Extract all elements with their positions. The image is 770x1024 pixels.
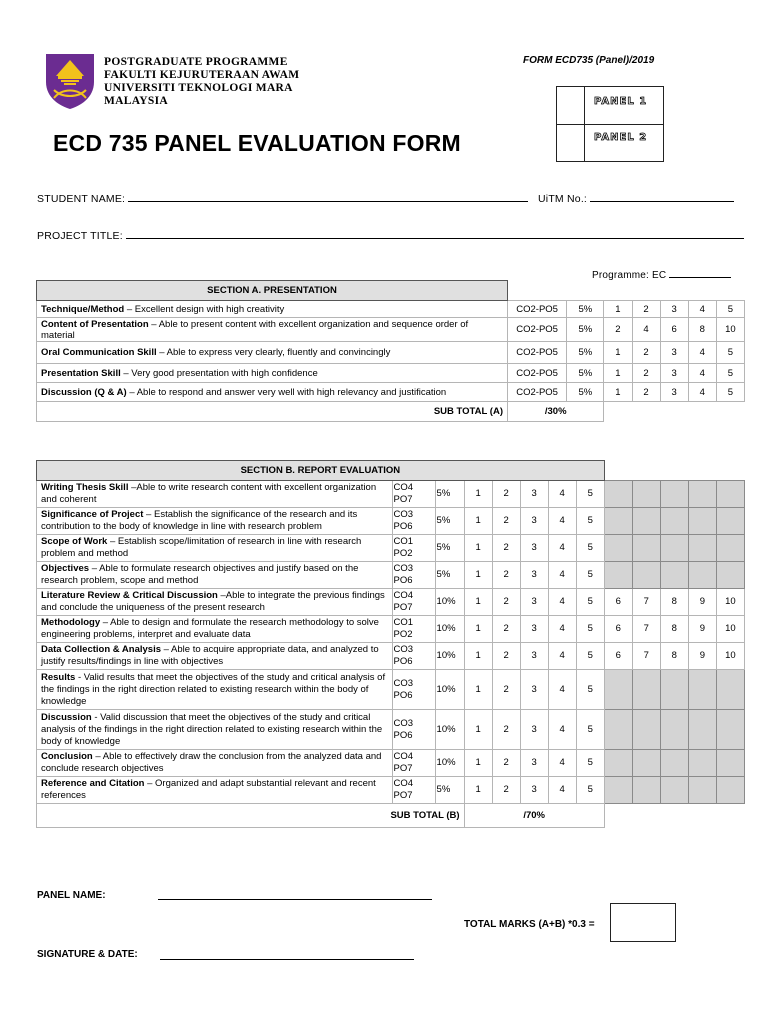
- score-option[interactable]: 2: [492, 616, 520, 643]
- criterion-desc: – Able to acquire appropriate data, and analyzed to justify results/findings in line with objectives: [41, 644, 379, 667]
- po-cell: CO2-PO5: [507, 342, 566, 364]
- panel-boxes: [556, 86, 664, 162]
- score-option[interactable]: 2: [492, 562, 520, 589]
- shaded-cell: [632, 777, 660, 804]
- score-option[interactable]: 3: [660, 364, 688, 383]
- shaded-cell: [716, 535, 744, 562]
- criterion-desc: – Excellent design with high creativity: [124, 303, 285, 315]
- criterion-title: Results: [41, 671, 76, 683]
- score-option[interactable]: 7: [632, 589, 660, 616]
- score-option[interactable]: 10: [716, 318, 744, 342]
- score-option[interactable]: 5: [576, 670, 604, 710]
- criterion-desc: – Able to design and formulate the research methodology to solve engineering problems, interpret and evaluate data: [41, 617, 379, 640]
- section-b-heading: SECTION B. REPORT EVALUATION: [37, 461, 605, 481]
- score-option[interactable]: 5: [576, 535, 604, 562]
- score-option[interactable]: 6: [660, 318, 688, 342]
- shaded-cell: [604, 481, 632, 508]
- po-cell: CO1 PO2: [392, 535, 435, 562]
- shaded-cell: [716, 481, 744, 508]
- score-option[interactable]: 2: [492, 643, 520, 670]
- shaded-cell: [660, 710, 688, 750]
- signature-field[interactable]: [37, 949, 138, 960]
- score-option[interactable]: 2: [632, 301, 660, 318]
- shaded-cell: [660, 481, 688, 508]
- criterion-title: Discussion (Q & A): [41, 386, 127, 398]
- score-option[interactable]: 9: [688, 589, 716, 616]
- shaded-cell: [716, 710, 744, 750]
- criterion-title: Presentation Skill: [41, 367, 121, 379]
- criterion-title: Content of Presentation: [41, 318, 149, 330]
- score-option[interactable]: 2: [492, 535, 520, 562]
- score-option[interactable]: 4: [688, 383, 716, 402]
- score-option[interactable]: 8: [688, 318, 716, 342]
- score-option[interactable]: 4: [548, 508, 576, 535]
- shaded-cell: [604, 750, 632, 777]
- signature-line[interactable]: [160, 959, 414, 960]
- score-option[interactable]: 1: [464, 710, 492, 750]
- header-line: POSTGRADUATE PROGRAMME: [104, 56, 288, 68]
- criterion-title: Technique/Method: [41, 303, 125, 315]
- page-title: ECD 735 PANEL EVALUATION FORM: [53, 130, 461, 156]
- section-b-row: [37, 535, 745, 562]
- score-option[interactable]: 2: [492, 710, 520, 750]
- shaded-cell: [688, 710, 716, 750]
- weight-cell: 5%: [435, 508, 464, 535]
- score-option[interactable]: 5: [576, 589, 604, 616]
- subtotal-b-label: SUB TOTAL (B): [37, 804, 465, 828]
- shaded-cell: [604, 535, 632, 562]
- weight-cell: 10%: [435, 750, 464, 777]
- weight-cell: 5%: [435, 562, 464, 589]
- weight-cell: 5%: [567, 301, 604, 318]
- score-option[interactable]: 6: [604, 616, 632, 643]
- shaded-cell: [604, 777, 632, 804]
- po-cell: CO3 PO6: [392, 670, 435, 710]
- section-b-row: [37, 562, 745, 589]
- criterion-cell: [37, 643, 393, 670]
- criterion-cell: [37, 777, 393, 804]
- score-option[interactable]: 3: [520, 710, 548, 750]
- total-marks-box[interactable]: [610, 903, 676, 942]
- score-option[interactable]: 6: [604, 589, 632, 616]
- section-b-row: [37, 616, 745, 643]
- section-b-row: [37, 643, 745, 670]
- score-option[interactable]: 5: [576, 481, 604, 508]
- weight-cell: 5%: [567, 318, 604, 342]
- score-option[interactable]: 4: [548, 535, 576, 562]
- po-cell: CO4 PO7: [392, 589, 435, 616]
- score-option[interactable]: 5: [576, 616, 604, 643]
- score-option[interactable]: 5: [716, 342, 744, 364]
- weight-cell: 5%: [567, 364, 604, 383]
- score-option[interactable]: 1: [464, 481, 492, 508]
- blank-cell: [604, 402, 745, 422]
- uitm-logo: [44, 52, 96, 110]
- header-line: UNIVERSITI TEKNOLOGI MARA: [104, 82, 293, 94]
- section-a-row: [37, 383, 745, 402]
- score-option[interactable]: 4: [548, 643, 576, 670]
- shaded-cell: [716, 562, 744, 589]
- score-option[interactable]: 3: [520, 535, 548, 562]
- score-option[interactable]: 4: [548, 777, 576, 804]
- score-option[interactable]: 1: [464, 643, 492, 670]
- criterion-cell: [37, 318, 508, 342]
- weight-cell: 10%: [435, 589, 464, 616]
- po-cell: CO3 PO6: [392, 508, 435, 535]
- shaded-cell: [688, 481, 716, 508]
- po-cell: CO4 PO7: [392, 777, 435, 804]
- criterion-title: Literature Review & Critical Discussion: [41, 590, 218, 601]
- criterion-cell: [37, 535, 393, 562]
- score-option[interactable]: 4: [688, 342, 716, 364]
- score-option[interactable]: 3: [520, 508, 548, 535]
- score-option[interactable]: 3: [520, 481, 548, 508]
- shaded-cell: [688, 508, 716, 535]
- score-option[interactable]: 5: [576, 508, 604, 535]
- po-cell: CO2-PO5: [507, 301, 566, 318]
- shaded-cell: [604, 562, 632, 589]
- criterion-title: Writing Thesis Skill: [41, 482, 129, 493]
- score-option[interactable]: 10: [716, 643, 744, 670]
- score-option[interactable]: 5: [576, 777, 604, 804]
- score-option[interactable]: 5: [576, 643, 604, 670]
- score-option[interactable]: 3: [660, 342, 688, 364]
- po-cell: CO2-PO5: [507, 318, 566, 342]
- subtotal-a-label: SUB TOTAL (A): [37, 402, 508, 422]
- section-b-table: [36, 460, 745, 828]
- shaded-cell: [716, 750, 744, 777]
- score-option[interactable]: 3: [520, 777, 548, 804]
- score-option[interactable]: 2: [492, 589, 520, 616]
- criterion-desc: - Valid results that meet the objectives of the study and critical analysis of the findings in the right direction related to existing research within the body of knowledge: [41, 671, 386, 707]
- shaded-cell: [632, 508, 660, 535]
- weight-cell: 5%: [435, 777, 464, 804]
- score-option[interactable]: 1: [464, 777, 492, 804]
- shaded-cell: [632, 750, 660, 777]
- criterion-desc: –Able to integrate the previous findings and conclude the uniqueness of the present research: [41, 590, 385, 613]
- score-option[interactable]: 1: [464, 750, 492, 777]
- criterion-desc: - Valid discussion that meet the objectives of the study and critical analysis of the findings in the right direction related to existing research within the body of knowledge: [41, 711, 383, 747]
- criterion-title: Oral Communication Skill: [41, 347, 157, 358]
- form-code: FORM ECD735 (Panel)/2019: [523, 55, 655, 66]
- section-a-row: [37, 342, 745, 364]
- criterion-title: Significance of Project: [41, 509, 144, 520]
- score-option[interactable]: 1: [464, 670, 492, 710]
- shaded-cell: [632, 562, 660, 589]
- score-option[interactable]: 3: [520, 589, 548, 616]
- weight-cell: 10%: [435, 616, 464, 643]
- criterion-title: Reference and Citation: [41, 778, 145, 789]
- criterion-cell: [37, 589, 393, 616]
- score-option[interactable]: 8: [660, 643, 688, 670]
- shaded-cell: [660, 750, 688, 777]
- shaded-cell: [632, 670, 660, 710]
- criterion-cell: [37, 710, 393, 750]
- score-option[interactable]: 7: [632, 616, 660, 643]
- po-cell: CO3 PO6: [392, 710, 435, 750]
- po-cell: CO4 PO7: [392, 481, 435, 508]
- criterion-cell: [37, 750, 393, 777]
- weight-cell: 5%: [567, 342, 604, 364]
- score-option[interactable]: 1: [464, 562, 492, 589]
- shaded-cell: [660, 562, 688, 589]
- shaded-cell: [660, 535, 688, 562]
- score-option[interactable]: 8: [660, 616, 688, 643]
- score-option[interactable]: 3: [520, 643, 548, 670]
- student-name-label: STUDENT NAME:: [37, 193, 126, 205]
- section-b-row: [37, 710, 745, 750]
- shaded-cell: [688, 750, 716, 777]
- score-option[interactable]: 3: [520, 750, 548, 777]
- criterion-title: Discussion: [41, 711, 92, 723]
- po-cell: CO3 PO6: [392, 643, 435, 670]
- criterion-title: Methodology: [41, 617, 101, 628]
- score-option[interactable]: 4: [632, 318, 660, 342]
- project-title-field[interactable]: [37, 228, 744, 242]
- score-option[interactable]: 3: [520, 562, 548, 589]
- programme-label: Programme: EC: [592, 270, 667, 281]
- score-option[interactable]: 2: [632, 383, 660, 402]
- score-option[interactable]: 1: [464, 589, 492, 616]
- shaded-cell: [688, 535, 716, 562]
- score-option[interactable]: 4: [688, 301, 716, 318]
- criterion-desc: – Establish the significance of the research and its contribution to the body of knowledge in line with research problem: [41, 509, 358, 532]
- score-option[interactable]: 5: [576, 750, 604, 777]
- shaded-cell: [604, 508, 632, 535]
- score-option[interactable]: 10: [716, 616, 744, 643]
- score-option[interactable]: 1: [604, 342, 632, 364]
- weight-cell: 10%: [435, 643, 464, 670]
- section-b-row: [37, 508, 745, 535]
- criterion-cell: [37, 562, 393, 589]
- section-a-heading: SECTION A. PRESENTATION: [37, 281, 508, 301]
- score-option[interactable]: 4: [548, 750, 576, 777]
- criterion-cell: [37, 301, 508, 318]
- po-cell: CO3 PO6: [392, 562, 435, 589]
- shaded-cell: [716, 670, 744, 710]
- section-a-row: [37, 301, 745, 318]
- score-option[interactable]: 9: [688, 643, 716, 670]
- criterion-title: Scope of Work: [41, 536, 108, 547]
- section-b-row: [37, 750, 745, 777]
- section-b-row: [37, 670, 745, 710]
- score-option[interactable]: 1: [604, 364, 632, 383]
- section-a-table: [36, 280, 745, 422]
- shaded-cell: [716, 508, 744, 535]
- criterion-desc: – Establish scope/limitation of research in line with research problem and method: [41, 536, 362, 559]
- section-b-row: [37, 777, 745, 804]
- score-option[interactable]: 1: [604, 301, 632, 318]
- criterion-cell: [37, 616, 393, 643]
- score-option[interactable]: 1: [464, 535, 492, 562]
- score-option[interactable]: 7: [632, 643, 660, 670]
- score-option[interactable]: 2: [492, 670, 520, 710]
- weight-cell: 5%: [435, 535, 464, 562]
- criterion-desc: – Able to respond and answer very well with high relevancy and justification: [126, 386, 447, 398]
- shaded-cell: [632, 535, 660, 562]
- header-line: FAKULTI KEJURUTERAAN AWAM: [104, 69, 300, 81]
- score-option[interactable]: 5: [576, 710, 604, 750]
- score-option[interactable]: 4: [548, 616, 576, 643]
- score-option[interactable]: 5: [576, 562, 604, 589]
- section-b-subtotal-row: [37, 804, 745, 828]
- criterion-cell: [37, 364, 508, 383]
- shaded-cell: [688, 562, 716, 589]
- score-option[interactable]: 4: [548, 481, 576, 508]
- score-option[interactable]: 1: [604, 383, 632, 402]
- criterion-desc: – Able to formulate research objectives and justify based on the research problem, scope and method: [41, 563, 359, 586]
- score-option[interactable]: 5: [716, 301, 744, 318]
- signature-label: SIGNATURE & DATE:: [37, 949, 138, 960]
- criterion-cell: [37, 342, 508, 364]
- panel-name-line[interactable]: [158, 899, 432, 900]
- criterion-title: Conclusion: [41, 751, 93, 762]
- po-cell: CO1 PO2: [392, 616, 435, 643]
- shaded-cell: [632, 710, 660, 750]
- po-cell: CO4 PO7: [392, 750, 435, 777]
- po-cell: CO2-PO5: [507, 364, 566, 383]
- subtotal-b-value[interactable]: /70%: [464, 804, 604, 828]
- score-option[interactable]: 2: [632, 342, 660, 364]
- section-b-row: [37, 589, 745, 616]
- subtotal-a-value[interactable]: /30%: [507, 402, 603, 422]
- shaded-cell: [604, 670, 632, 710]
- criterion-cell: [37, 481, 393, 508]
- shaded-cell: [660, 670, 688, 710]
- uitm-no-field[interactable]: [538, 191, 734, 205]
- weight-cell: 5%: [567, 383, 604, 402]
- weight-cell: 5%: [435, 481, 464, 508]
- score-option[interactable]: 4: [548, 562, 576, 589]
- score-option[interactable]: 4: [548, 589, 576, 616]
- panel-name-label: PANEL NAME:: [37, 890, 106, 901]
- shaded-cell: [716, 777, 744, 804]
- programme-field[interactable]: [592, 267, 731, 281]
- score-option[interactable]: 1: [464, 616, 492, 643]
- criterion-desc: –Able to write research content with excellent organization and coherent: [41, 482, 377, 505]
- total-marks-label: TOTAL MARKS (A+B) *0.3 =: [464, 919, 595, 930]
- score-option[interactable]: 5: [716, 364, 744, 383]
- panel-name-field[interactable]: [37, 890, 106, 901]
- project-title-label: PROJECT TITLE:: [37, 230, 123, 242]
- score-option[interactable]: 5: [716, 383, 744, 402]
- panel-1-label: PANEL 1: [594, 96, 648, 107]
- score-option[interactable]: 3: [660, 383, 688, 402]
- shaded-cell: [688, 670, 716, 710]
- score-option[interactable]: 4: [548, 670, 576, 710]
- shaded-cell: [660, 777, 688, 804]
- score-option[interactable]: 3: [520, 616, 548, 643]
- criterion-desc: – Able to express very clearly, fluently and convincingly: [156, 347, 391, 358]
- uitm-no-label: UiTM No.:: [538, 193, 588, 205]
- score-option[interactable]: 2: [492, 750, 520, 777]
- criterion-title: Data Collection & Analysis: [41, 644, 162, 655]
- score-option[interactable]: 2: [632, 364, 660, 383]
- criterion-desc: – Able to effectively draw the conclusion from the analyzed data and conclude research objectives: [41, 751, 382, 774]
- score-option[interactable]: 2: [604, 318, 632, 342]
- score-option[interactable]: 3: [520, 670, 548, 710]
- score-option[interactable]: 9: [688, 616, 716, 643]
- section-a-row: [37, 318, 745, 342]
- weight-cell: 10%: [435, 710, 464, 750]
- shaded-cell: [604, 710, 632, 750]
- po-cell: CO2-PO5: [507, 383, 566, 402]
- header-line: MALAYSIA: [104, 95, 168, 107]
- criterion-cell: [37, 508, 393, 535]
- section-a-row: [37, 364, 745, 383]
- score-option[interactable]: 1: [464, 508, 492, 535]
- score-option[interactable]: 2: [492, 777, 520, 804]
- score-option[interactable]: 4: [548, 710, 576, 750]
- weight-cell: 10%: [435, 670, 464, 710]
- score-option[interactable]: 6: [604, 643, 632, 670]
- score-option[interactable]: 10: [716, 589, 744, 616]
- criterion-cell: [37, 383, 508, 402]
- score-option[interactable]: 2: [492, 481, 520, 508]
- criterion-cell: [37, 670, 393, 710]
- score-option[interactable]: 4: [688, 364, 716, 383]
- criterion-desc: – Organized and adapt substantial relevant and recent references: [41, 778, 376, 801]
- score-option[interactable]: 8: [660, 589, 688, 616]
- shaded-cell: [688, 777, 716, 804]
- university-header: [104, 56, 299, 108]
- criterion-desc: – Very good presentation with high confidence: [120, 367, 318, 379]
- student-name-field[interactable]: [37, 191, 528, 205]
- section-b-row: [37, 481, 745, 508]
- criterion-desc: – Able to present content with excellent organization and sequence order of material: [41, 318, 469, 341]
- shaded-cell: [660, 508, 688, 535]
- shaded-cell: [632, 481, 660, 508]
- criterion-title: Objectives: [41, 563, 90, 574]
- blank-cell: [604, 804, 744, 828]
- score-option[interactable]: 3: [660, 301, 688, 318]
- section-a-subtotal-row: [37, 402, 745, 422]
- score-option[interactable]: 2: [492, 508, 520, 535]
- panel-2-label: PANEL 2: [594, 132, 648, 143]
